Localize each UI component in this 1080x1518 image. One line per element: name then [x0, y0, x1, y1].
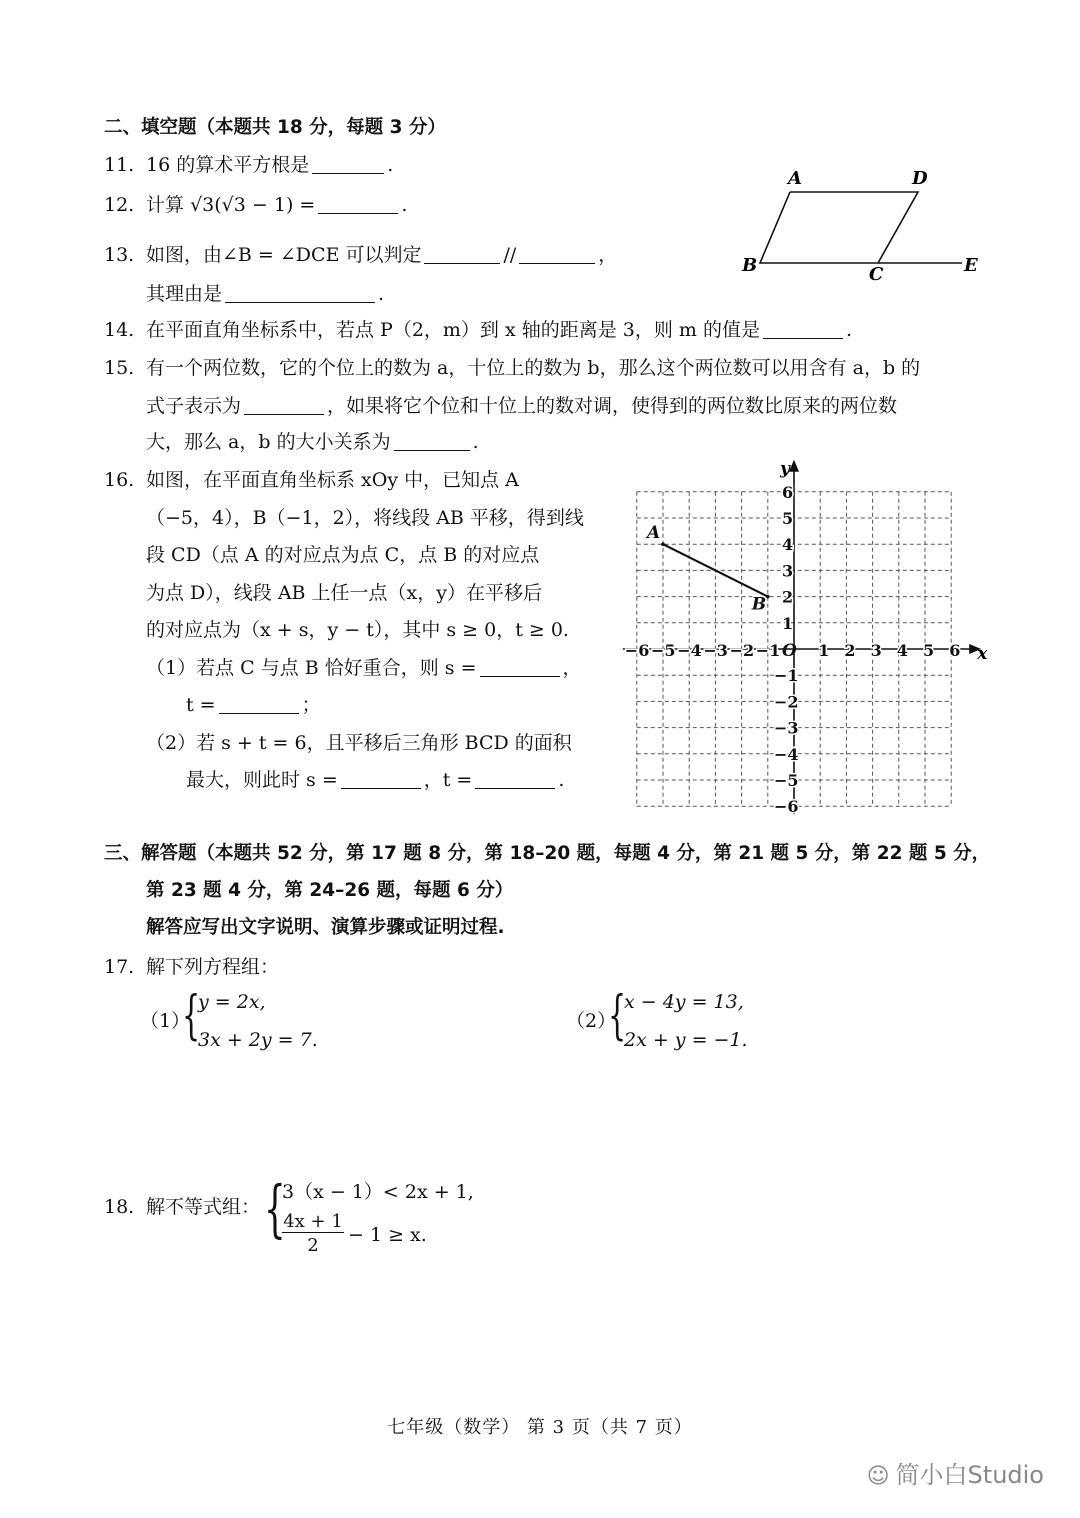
question-17	[104, 955, 279, 979]
question-text: 解不等式组：	[146, 1196, 261, 1218]
question-18	[104, 1195, 260, 1219]
y-tick-label: −5	[774, 771, 799, 790]
question-text: 如图，由∠B = ∠DCE 可以判定	[146, 244, 422, 266]
q17-part1-label: （1）	[140, 1010, 191, 1032]
x-tick-label: −4	[677, 641, 702, 660]
answer-blank	[424, 245, 500, 264]
punctuation: ，	[562, 657, 582, 679]
y-tick-label: −2	[774, 692, 799, 712]
question-13-reason	[146, 282, 384, 306]
punctuation: .	[387, 154, 394, 176]
parallel-symbol: //	[503, 244, 517, 266]
y-tick-label: 4	[782, 535, 794, 555]
point-label-d: D	[912, 168, 928, 189]
question-text: 有一个两位数，它的个位上的数为 a，十位上的数为 b，那么这个两位数可以用含有 a，b 的	[146, 357, 921, 379]
question-text: 其理由是	[146, 283, 223, 305]
y-tick-label: 6	[782, 482, 794, 502]
point-b	[766, 595, 770, 599]
answer-blank	[318, 195, 398, 214]
x-tick-label: 1	[818, 641, 830, 660]
question-16-line4: 为点 D），线段 AB 上任一点（x，y）在平移后	[146, 582, 542, 604]
y-tick-label: 3	[782, 561, 794, 581]
point-a	[661, 542, 665, 546]
question-16-line2: （−5，4），B（−1，2），将线段 AB 平移，得到线	[146, 507, 584, 529]
question-text: ，t =	[423, 769, 473, 791]
point-label-b: B	[751, 594, 767, 615]
question-number: 17.	[104, 956, 135, 978]
punctuation: .	[378, 283, 385, 305]
question-text: ，如果将它个位和十位上的数对调，使得到的两位数比原来的两位数	[327, 395, 898, 417]
punctuation: .	[558, 769, 565, 791]
question-16-part1	[146, 656, 582, 680]
section3-note: 解答应写出文字说明、演算步骤或证明过程.	[146, 917, 505, 938]
question-number: 18.	[104, 1196, 135, 1218]
question-text: 计算	[146, 194, 185, 216]
point-label-b: B	[742, 255, 758, 276]
x-tick-label: −3	[703, 641, 728, 660]
punctuation: .	[845, 319, 852, 341]
answer-blank	[225, 284, 375, 303]
y-tick-label: 5	[782, 509, 794, 528]
answer-blank	[244, 396, 324, 415]
question-16	[104, 468, 519, 492]
question-13	[104, 243, 617, 267]
y-tick-label: −6	[774, 797, 799, 816]
parallelogram-abcd	[760, 192, 918, 263]
question-11	[104, 153, 393, 177]
q17-part2-label: （2）	[566, 1010, 617, 1032]
section2-title: 二、填空题（本题共 18 分，每题 3 分）	[104, 117, 446, 138]
q17-part1-eq1: y = 2x,	[198, 991, 266, 1013]
punctuation: .	[401, 194, 408, 216]
math-expression: √3(√3 − 1) =	[190, 194, 316, 216]
question-text: 在平面直角坐标系中，若点 P（2，m）到 x 轴的距离是 3，则 m 的值是	[146, 319, 760, 341]
x-axis-label: x	[977, 644, 988, 664]
question-15-line2	[146, 394, 897, 418]
q18-fraction-numerator: 4x + 1	[283, 1211, 343, 1232]
section3-title-line2: 第 23 题 4 分，第 24–26 题，每题 6 分）	[146, 880, 514, 901]
x-tick-label: 5	[923, 641, 935, 660]
brace-icon: {	[264, 1172, 286, 1245]
answer-blank	[394, 432, 470, 451]
question-text: 解下列方程组：	[146, 956, 280, 978]
question-text: 如图，在平面直角坐标系 xOy 中，已知点 A	[146, 469, 519, 491]
x-tick-label: 2	[844, 641, 856, 660]
question-number: 14.	[104, 319, 135, 341]
question-text: （1）若点 C 与点 B 恰好重合，则 s =	[146, 657, 477, 679]
answer-blank	[341, 770, 421, 789]
question-16-part2-line2	[186, 768, 564, 792]
q18-eq2-tail: − 1 ≥ x.	[348, 1224, 427, 1246]
punctuation: .	[472, 431, 479, 453]
answer-blank	[219, 695, 299, 714]
question-number: 12.	[104, 194, 135, 216]
question-16-part2: （2）若 s + t = 6，且平移后三角形 BCD 的面积	[146, 732, 572, 754]
coordinate-plane	[610, 446, 990, 816]
punctuation: ；	[301, 694, 321, 716]
question-14	[104, 318, 852, 342]
answer-blank	[519, 245, 595, 264]
question-text: 最大，则此时 s =	[186, 769, 338, 791]
question-16-line3: 段 CD（点 A 的对应点为点 C，点 B 的对应点	[146, 544, 540, 566]
x-tick-label: −1	[755, 641, 781, 660]
point-label-a: A	[647, 523, 661, 544]
question-16-line5: 的对应点为（x + s，y − t），其中 s ≥ 0，t ≥ 0.	[146, 619, 569, 641]
question-number: 11.	[104, 154, 135, 176]
question-text: 大，那么 a，b 的大小关系为	[146, 431, 391, 453]
brace-icon: {	[608, 986, 627, 1046]
parallelogram-figure	[730, 160, 990, 290]
answer-blank	[763, 320, 843, 339]
x-tick-label: 4	[896, 641, 908, 660]
x-tick-label: −5	[651, 641, 676, 660]
y-axis-arrow-icon	[789, 460, 799, 472]
y-tick-label: −4	[774, 744, 799, 764]
question-12	[104, 193, 407, 217]
x-tick-label: −2	[729, 641, 755, 660]
y-tick-label: 2	[782, 587, 794, 607]
section3-title: 三、解答题（本题共 52 分，第 17 题 8 分，第 18–20 题，每题 4 分，第 21 题 5 分，第 22 题 5 分，	[104, 843, 991, 864]
question-text: t =	[186, 694, 216, 716]
point-label-e: E	[964, 255, 978, 276]
question-number: 16.	[104, 469, 135, 491]
q17-part2-eq1: x − 4y = 13,	[624, 991, 744, 1013]
page-footer: 七年级（数学） 第 3 页（共 7 页）	[387, 1417, 693, 1438]
question-number: 15.	[104, 357, 135, 379]
x-tick-label: 6	[949, 641, 961, 660]
wechat-icon: ☺	[866, 1464, 890, 1489]
point-label-a: A	[788, 168, 802, 189]
point-label-c: C	[869, 264, 884, 285]
question-16-part1-t	[186, 693, 321, 717]
x-tick-label: −6	[624, 641, 650, 660]
y-axis-label: y	[780, 458, 790, 479]
punctuation: ，	[598, 244, 618, 266]
brace-icon: {	[182, 986, 201, 1046]
answer-blank	[312, 155, 384, 174]
origin-label: O	[782, 641, 797, 661]
question-text: 式子表示为	[146, 395, 242, 417]
question-text: 16 的算术平方根是	[146, 154, 310, 176]
question-15	[104, 356, 920, 380]
y-tick-label: −3	[774, 718, 799, 738]
answer-blank	[475, 770, 555, 789]
y-tick-label: −1	[774, 666, 799, 686]
x-tick-label: 3	[870, 641, 882, 660]
q17-part2-eq2: 2x + y = −1.	[624, 1029, 748, 1051]
question-15-line3	[146, 430, 479, 454]
question-number: 13.	[104, 244, 135, 266]
q18-eq1: 3（x − 1）< 2x + 1,	[282, 1181, 474, 1203]
answer-blank	[480, 658, 560, 677]
y-tick-label: 1	[782, 613, 794, 633]
q17-part1-eq2: 3x + 2y = 7.	[198, 1029, 318, 1051]
watermark	[867, 1455, 1044, 1490]
q18-fraction-denominator: 2	[307, 1235, 319, 1256]
watermark-text: 简小白Studio	[895, 1461, 1044, 1489]
